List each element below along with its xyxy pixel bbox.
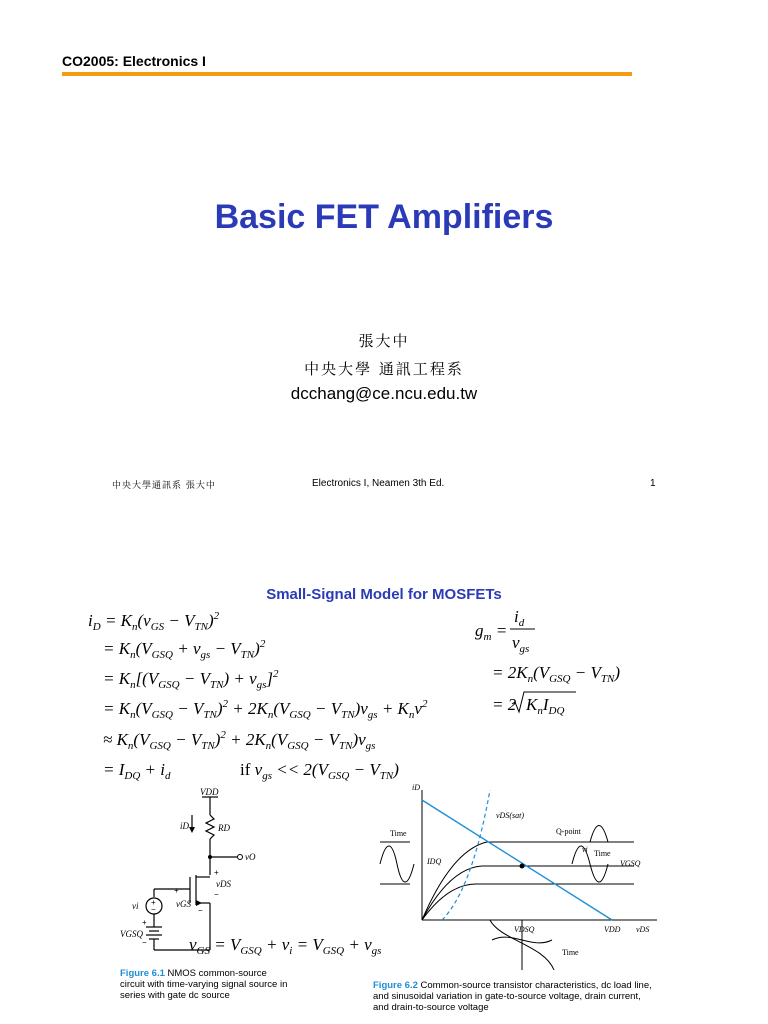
svg-text:KnIDQ: $K_nI_{DQ}$ [526,695,565,717]
footer-course-text: Electronics I, Neamen 3th Ed. [312,478,445,489]
svg-text:vGS = VGSQ + vi = VGSQ + vgs: $v_{GS} = V_{GSQ} + v_i = V_{GSQ} + v_{gs}$ [189,935,382,957]
vi-label: vi [582,845,588,854]
vi-label: vi [132,901,139,911]
header-rule [62,72,632,76]
author-name: 張大中 [358,332,410,350]
svg-text:−: − [151,905,156,914]
figure1-caption [120,968,290,1001]
svg-text:= Kn(VGSQ + vgs − VTN)2: = $K_n(V_{GSQ} + v_{gs} - V_{TN})^2$ [103,638,266,661]
id-label: iD [180,821,189,831]
q-point-label: Q-point [556,827,581,836]
vds-axis-label: vDS [636,925,650,934]
rd-label: RD [218,823,230,833]
vds-label: vDS [216,879,231,889]
svg-text:+: + [214,868,219,877]
figure2-caption [373,980,658,1013]
svg-text:= Kn(VGSQ − VTN)2 + 2Kn(VGSQ −: = $K_n(V_{GSQ} - V_{TN})^2 + 2K_n(V_{GSQ} - V_{TN})v_{gs} + K_nv^2$ [103,698,428,721]
id-axis-label: iD [412,783,420,792]
transistor-characteristics-plot [372,780,664,970]
vo-label: vO [245,852,256,862]
mosfet-equations [0,600,768,800]
department: 中央大學 通訊工程系 [304,360,464,378]
svg-text:= IDQ + id: = $I_{DQ} + i_d$ [103,760,171,782]
svg-text:+: + [151,898,156,907]
vdd-axis-label: VDD [604,925,621,934]
svg-text:= 2Kn(VGSQ − VTN): = $2K_n(V_{GSQ} - V_{TN})$ [492,663,620,685]
idq-label: IDQ [427,857,442,866]
svg-text:≈ Kn(VGSQ − VTN)2 + 2Kn(VGSQ −: ≈ $K_n(V_{GSQ} - V_{TN})^2 + 2K_n(V_{GSQ} - V_{TN})v_{gs}$ [103,729,376,752]
page-number: 1 [650,478,656,489]
time-label-bottom: Time [562,948,579,957]
svg-text:if vgs << 2(VGSQ − VTN): if $v_{gs} << 2(V_{GSQ} - V_{TN})$ [240,760,399,782]
time-label-right: Time [594,849,611,858]
author-email: dcchang@ce.ncu.edu.tw [290,384,478,403]
svg-text:−: − [214,890,219,899]
svg-text:iD = Kn(vGS − VTN)2: $i_D = K_n(v_{GS} - V_{TN})^2$ [88,610,220,633]
svg-text:gm =: $g_m$ = [475,621,508,643]
svg-text:= 2: = 2 [492,695,517,714]
vgs-label: vGS [176,899,191,909]
svg-text:−: − [198,906,203,915]
slide-title: Basic FET Amplifiers [214,198,554,236]
svg-text:+: + [142,918,147,927]
figure1-label: Figure 6.1 [120,968,165,979]
vdsq-label: VDSQ [514,925,535,934]
time-label: Time [390,829,407,838]
vgsq-label: VGSQ [120,929,143,939]
svg-text:vgs: $v_{gs}$ [512,633,530,655]
svg-text:−: − [142,938,147,947]
figure2-caption-text: Common-source transistor characteristics, dc load line, and sinusoidal variation in gate-to-source voltage, drain current, and drain-to-source voltage [373,980,652,1013]
figure2-label: Figure 6.2 [373,980,418,991]
vds-sat-label: vDS(sat) [496,811,524,820]
svg-text:+: + [174,886,179,895]
slide2-title: Small-Signal Model for MOSFETs [266,586,502,603]
svg-text:id: $i_d$ [514,607,525,629]
vgs-equation [185,928,385,958]
vdd-label: VDD [200,787,219,797]
course-code: CO2005: Electronics I [62,53,206,69]
svg-text:= Kn[(VGSQ − VTN) + vgs]2: = $K_n[(V_{GSQ} - V_{TN}) + v_{gs}]^2$ [103,668,279,691]
vgsq-label: VGSQ [620,859,641,868]
footer-affiliation: 中央大學通訊系 張大中 [112,481,216,491]
figure1-caption-text: NMOS common-source circuit with time-varying signal source in series with gate dc source [120,968,288,1001]
